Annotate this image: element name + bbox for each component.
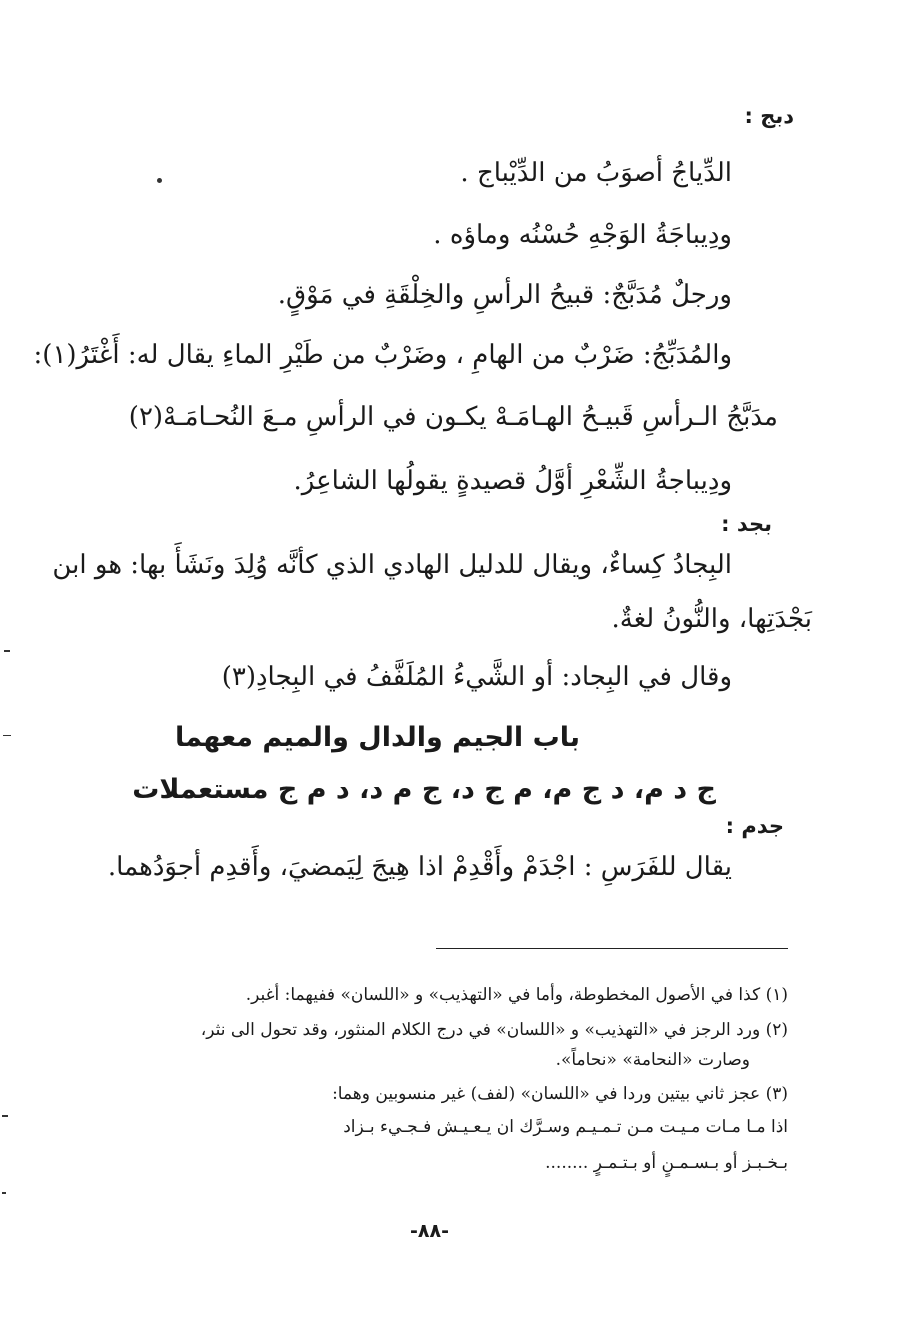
scan-mark	[2, 1192, 6, 1194]
entry-heading-bjd: بجد :	[721, 512, 772, 536]
scan-mark	[4, 650, 10, 652]
entry-line: يقال للفَرَسِ : اجْدَمْ وأَقْدِمْ اذا هِيجَ لِيَمضيَ، وأَقدِم أجوَدُهما.	[107, 852, 732, 882]
entry-line: ودِيباجةُ الشِّعْرِ أوَّلُ قصيدةٍ يقولُها الشاعِرُ.	[293, 466, 732, 496]
entry-line: البِجادُ كِساءٌ، ويقال للدليل الهادي الذي كأنَّه وُلِدَ ونَشَأَ بها: هو ابن	[52, 550, 732, 580]
scan-mark	[3, 735, 11, 736]
page-number: -٨٨-	[410, 1220, 449, 1242]
footnote-verse: اذا مـا مـات مـيـت مـن تـمـيـم وسـرَّك ان يـعـيـش فـجـيء بـزاد	[343, 1117, 788, 1137]
footnote: (٣) عجز ثاني بيتين وردا في «اللسان» (لفف) غير منسوبين وهما:	[332, 1084, 788, 1104]
entry-line: الدِّياجُ أصوَبُ من الدِّيْباج .	[460, 158, 732, 188]
entry-heading-jdm: جدم :	[725, 814, 784, 838]
ink-dot	[157, 178, 162, 183]
entry-line: بَجْدَتِها، والنُّونُ لغةٌ.	[611, 604, 812, 634]
entry-heading-dbj: دبج :	[744, 104, 794, 128]
entry-line: ورجلٌ مُدَبَّجٌ: قبيحُ الرأسِ والخِلْقَةِ في مَوْقٍ.	[277, 280, 732, 310]
chapter-subtitle: ج د م، د ج م، م ج د، ج م د، د م ج مستعملات	[132, 774, 716, 805]
scan-mark	[2, 1115, 8, 1117]
entry-line: والمُدَبِّجُ: ضَرْبٌ من الهامِ ، وضَرْبٌ من طَيْرِ الماءِ يقال له: أَغْتَرُ(١):	[33, 340, 732, 370]
verse-line: مدَبَّجُ الـرأسِ قَبيـحُ الهـامَـهْ يكـون في الرأسِ مـعَ النُحـامَـهْ(٢)	[128, 402, 778, 432]
footnote-separator	[436, 948, 788, 949]
footnote: (١) كذا في الأصول المخطوطة، وأما في «التهذيب» و «اللسان» ففيهما: أغبر.	[245, 985, 788, 1005]
footnote-verse: بـخـبـز أو بـسـمـنٍ أو بـتـمـرٍ ........	[545, 1153, 788, 1173]
entry-line: ودِيباجَةُ الوَجْهِ حُسْنُه وماؤه .	[433, 220, 732, 250]
chapter-title: باب الجيم والدال والميم معهما	[175, 722, 580, 753]
entry-line: وقال في البِجاد: أو الشَّيءُ المُلَفَّفُ في البِجادِ(٣)	[221, 662, 732, 692]
footnote: (٢) ورد الرجز في «التهذيب» و «اللسان» في درج الكلام المنثور، وقد تحول الى نثر،	[200, 1020, 788, 1040]
footnote: وصارت «النحامة» «نحاماً».	[555, 1050, 750, 1070]
